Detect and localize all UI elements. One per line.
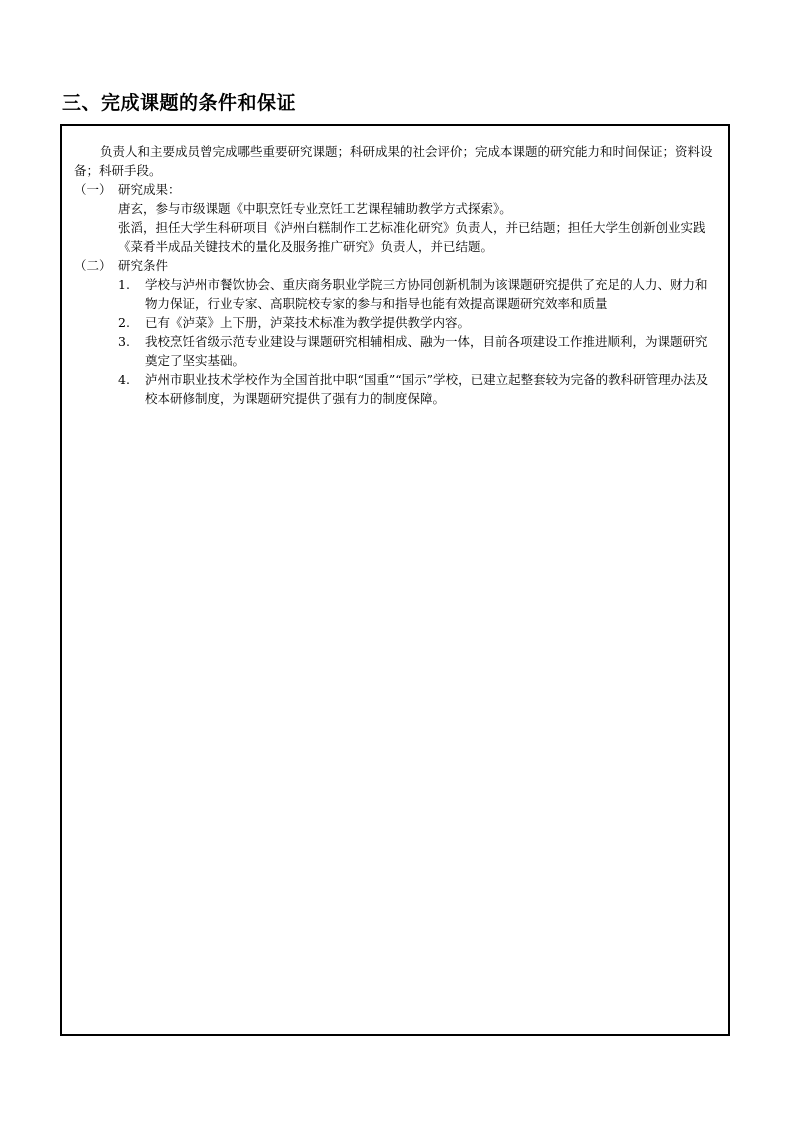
content-frame bbox=[60, 124, 730, 1036]
list-item-text: 学校与泸州市餐饮协会、重庆商务职业学院三方协同创新机制为该课题研究提供了充足的人力、财力和物力保证，行业专家、高职院校专家的参与和指导也能有效提高课题研究效率和质量 bbox=[145, 277, 708, 311]
list-item-number: 3. bbox=[118, 334, 130, 349]
section1-heading bbox=[74, 180, 718, 199]
list-item-text: 已有《泸菜》上下册，泸菜技术标准为教学提供教学内容。 bbox=[145, 315, 471, 330]
conditions-list bbox=[74, 275, 718, 408]
section-heading: 三、完成课题的条件和保证 bbox=[62, 92, 297, 114]
achievement-paragraph-1: 唐玄，参与市级课题《中职烹饪专业烹饪工艺课程辅助教学方式探索》。 bbox=[118, 201, 512, 216]
list-item bbox=[74, 275, 718, 313]
list-item-text: 泸州市职业技术学校作为全国首批中职“国重”“国示”学校，已建立起整套较为完备的教科研管理办法及校本研修制度，为课题研究提供了强有力的制度保障。 bbox=[145, 372, 709, 406]
section2-title: 研究条件 bbox=[118, 258, 169, 273]
list-item-number: 1. bbox=[118, 277, 130, 292]
list-item bbox=[74, 313, 718, 332]
list-item bbox=[74, 332, 718, 370]
section1-number: （一） bbox=[74, 182, 112, 197]
list-item-number: 4. bbox=[118, 372, 130, 387]
achievement-paragraph-2: 张滔，担任大学生科研项目《泸州白糕制作工艺标准化研究》负责人，并已结题；担任大学生创新创业实践《菜肴半成品关键技术的量化及服务推广研究》负责人，并已结题。 bbox=[118, 220, 706, 254]
intro-paragraph: 负责人和主要成员曾完成哪些重要研究课题；科研成果的社会评价；完成本课题的研究能力和时间保证；资料设备；科研手段。 bbox=[74, 144, 713, 178]
section1-title: 研究成果： bbox=[118, 182, 181, 197]
section2-heading bbox=[74, 256, 718, 275]
content-body bbox=[74, 142, 718, 408]
section2-number: （二） bbox=[74, 258, 112, 273]
list-item-text: 我校烹饪省级示范专业建设与课题研究相辅相成、融为一体，目前各项建设工作推进顺利，为课题研究奠定了坚实基础。 bbox=[145, 334, 708, 368]
list-item bbox=[74, 370, 718, 408]
list-item-number: 2. bbox=[118, 315, 130, 330]
